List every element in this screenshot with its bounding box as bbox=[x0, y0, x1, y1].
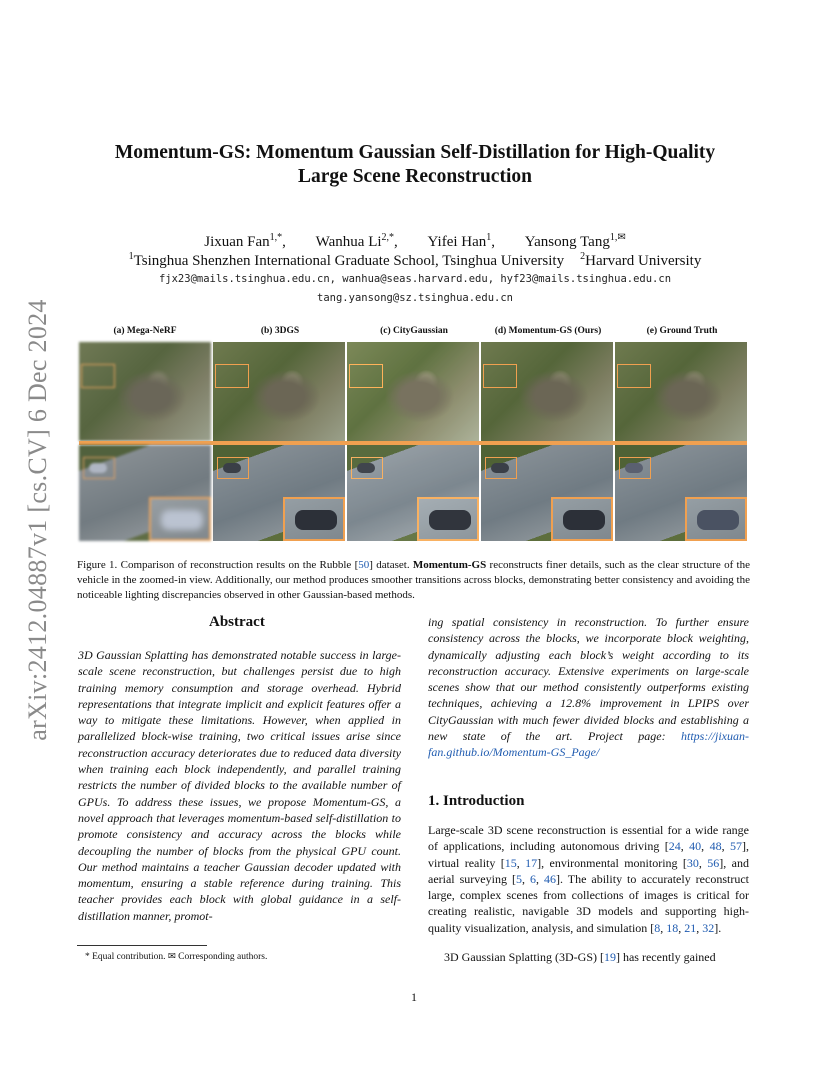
paper-title bbox=[90, 141, 740, 189]
abstract-heading: Abstract bbox=[209, 614, 265, 630]
citation-link[interactable]: 50 bbox=[358, 559, 370, 571]
zoom-region-marker bbox=[349, 364, 383, 388]
car bbox=[697, 510, 739, 530]
author: Wanhua $Li^{2,*}$, bbox=[315, 232, 398, 250]
zoom-region-marker bbox=[483, 364, 517, 388]
affiliation-2: Harvard University bbox=[585, 253, 702, 269]
citation-link[interactable]: 17 bbox=[525, 855, 538, 870]
car bbox=[429, 510, 471, 530]
abstract-continued: ing spatial consistency in reconstruction. To further ensure consistency across the blocks, we incorporate block weighting, dynamically adjusting each block’s weight according to its reconstruction accuracy. Extensive experiments on large-scale scenes show that our method consistently outperforms existing techniques, achieving a 12.8% improvement in LPIPS over CityGaussian with much fewer divided blocks and establishing a new state of the art. Project page: https://jixuan-fan.github.io/Momentum-GS_Page/ bbox=[428, 615, 749, 760]
citation-link[interactable]: 48 bbox=[709, 839, 722, 854]
street-image-mega-nerf bbox=[79, 445, 211, 541]
body-text: ]. The ability to accurately reconstruct large, complex scenes from collections of images is critical for creating realistic, navigable 3D models and supporting high-quality visualization, analysis, and simulation [ bbox=[428, 871, 749, 935]
project-page-link[interactable]: https://jixuan-fan.github.io/Momentum-GS_Page/ bbox=[428, 729, 749, 760]
citation-link[interactable]: 18 bbox=[666, 920, 679, 935]
zoomed-inset bbox=[283, 497, 345, 541]
aerial-image-3dgs bbox=[213, 342, 345, 441]
aerial-image-citygaussian bbox=[347, 342, 479, 441]
aerial-image-momentum-gs bbox=[481, 342, 613, 441]
body-text: , bbox=[678, 920, 685, 935]
body-text: ], environmental monitoring [ bbox=[537, 855, 687, 870]
citation-link[interactable]: 32 bbox=[702, 920, 715, 935]
introduction-paragraph bbox=[428, 949, 749, 965]
car bbox=[357, 463, 375, 473]
street-image-citygaussian bbox=[347, 445, 479, 541]
body-text: ] has recently gained bbox=[615, 950, 716, 964]
author: Yansong Tang$^{1,✉}$ bbox=[524, 232, 626, 250]
footnote: * Equal contribution. ✉ Corresponding authors. bbox=[85, 952, 268, 962]
aerial-image-ground-truth bbox=[615, 342, 747, 441]
car bbox=[89, 463, 107, 473]
introduction-heading: 1. Introduction bbox=[428, 793, 525, 809]
car bbox=[161, 510, 203, 530]
body-text: ]. bbox=[714, 920, 722, 935]
zoomed-inset bbox=[417, 497, 479, 541]
zoomed-inset bbox=[149, 497, 211, 541]
figure-column-label: (a) Mega-NeRF bbox=[113, 326, 177, 336]
zoom-region-marker bbox=[617, 364, 651, 388]
email-line-2: tang.yansong@sz.tsinghua.edu.cn bbox=[317, 292, 513, 304]
body-text: , bbox=[521, 871, 530, 886]
body-text: ], and aerial surveying [ bbox=[428, 855, 749, 886]
arxiv-id: arXiv:2412.04887v1 [cs.CV] 6 Dec 2024 bbox=[23, 299, 52, 741]
citation-link[interactable]: 8 bbox=[654, 920, 661, 935]
page-number: 1 bbox=[411, 990, 417, 1004]
title-line-1: Momentum-GS: Momentum Gaussian Self-Distillation for High-Quality bbox=[114, 142, 716, 163]
body-text: , bbox=[701, 839, 710, 854]
car bbox=[491, 463, 509, 473]
zoom-region-marker bbox=[215, 364, 249, 388]
body-text: 3D Gaussian Splatting (3D-GS) [ bbox=[444, 950, 604, 964]
author: Yifei Han$^1$, bbox=[427, 232, 496, 250]
body-text: , bbox=[696, 920, 703, 935]
car bbox=[295, 510, 337, 530]
footnote-rule bbox=[77, 945, 207, 946]
body-text: Large-scale 3D scene reconstruction is essential for a wide range of applications, including autonomous driving [ bbox=[428, 823, 749, 854]
citation-link[interactable]: 24 bbox=[668, 839, 681, 854]
car bbox=[563, 510, 605, 530]
body-text: ], virtual reality [ bbox=[428, 839, 749, 870]
street-image-3dgs bbox=[213, 445, 345, 541]
abstract-text: 3D Gaussian Splatting has demonstrated notable success in large-scale scene reconstruction, but challenges persist due to high training memory consumption and storage overhead. Hybrid representations that integrate implicit and explicit features offer a way to mitigate these limitations. However, when applied in parallelized block-wise training, two critical issues arise since reconstruction accuracy deteriorates due to reduced data diversity when training each block independently, and parallel training restricts the number of divided blocks to the available number of GPUs. To address these issues, we propose Momentum-GS, a novel approach that leverages momentum-based self-distillation to promote consistency and accuracy across the blocks while decoupling the number of blocks from the physical GPU count. Our method maintains a teacher Gaussian decoder updated with momentum, ensuring a stable reference during training. This teacher provides each block with global guidance in a self-distillation manner, promot- bbox=[78, 648, 401, 923]
zoomed-inset bbox=[685, 497, 747, 541]
figure-caption: Figure 1. Comparison of reconstruction results on the Rubble [50] dataset. Momentum-GS reconstructs finer details, such as the clear structure of the vehicle in the zoomed-in view. Additionally, our method produces smoother transitions across blocks, demonstrating better consistency and avoiding the noticeable lighting discrepancies observed in other Gaussian-based methods. bbox=[77, 559, 750, 601]
body-text: , bbox=[535, 871, 544, 886]
street-image-ground-truth bbox=[615, 445, 747, 541]
figure-column-label: (c) CityGaussian bbox=[380, 326, 448, 336]
citation-link[interactable]: 30 bbox=[686, 855, 699, 870]
citation-link[interactable]: 5 bbox=[515, 871, 522, 886]
title-line-2: Large Scene Reconstruction bbox=[298, 166, 532, 187]
citation-link[interactable]: 57 bbox=[730, 839, 742, 854]
car bbox=[625, 463, 643, 473]
street-image-momentum-gs bbox=[481, 445, 613, 541]
email-line-1: fjx23@mails.tsinghua.edu.cn, wanhua@seas.harvard.edu, hyf23@mails.tsinghua.edu.cn bbox=[158, 273, 672, 285]
zoomed-inset bbox=[551, 497, 613, 541]
citation-link[interactable]: 21 bbox=[684, 920, 697, 935]
zoom-region-marker bbox=[81, 364, 115, 388]
author: Jixuan Fan$^{1,*}$, bbox=[204, 232, 286, 250]
figure-column-label: (d) Momentum-GS (Ours) bbox=[494, 326, 602, 336]
citation-link[interactable]: 6 bbox=[529, 871, 536, 886]
figure-column-label: (e) Ground Truth bbox=[646, 326, 718, 336]
citation-link[interactable]: 56 bbox=[707, 855, 720, 870]
aerial-image-mega-nerf bbox=[79, 342, 211, 441]
affiliations: $^1$Tsinghua Shenzhen International Graduate School, Tsinghua University $^2$Harvard University bbox=[128, 251, 702, 269]
citation-link[interactable]: 19 bbox=[603, 950, 616, 964]
body-text: , bbox=[698, 855, 708, 870]
introduction-paragraph bbox=[428, 822, 749, 936]
citation-link[interactable]: 46 bbox=[543, 871, 556, 886]
citation-link[interactable]: 40 bbox=[689, 839, 702, 854]
body-text: , bbox=[721, 839, 730, 854]
car bbox=[223, 463, 241, 473]
arxiv-sidebar bbox=[18, 285, 58, 755]
citation-link[interactable]: 15 bbox=[504, 855, 517, 870]
body-text: , bbox=[516, 855, 526, 870]
affiliation-1: Tsinghua Shenzhen International Graduate School, Tsinghua University bbox=[133, 253, 565, 269]
body-text: , bbox=[680, 839, 690, 854]
body-text: , bbox=[660, 920, 667, 935]
figure-column-label: (b) 3DGS bbox=[260, 326, 300, 336]
